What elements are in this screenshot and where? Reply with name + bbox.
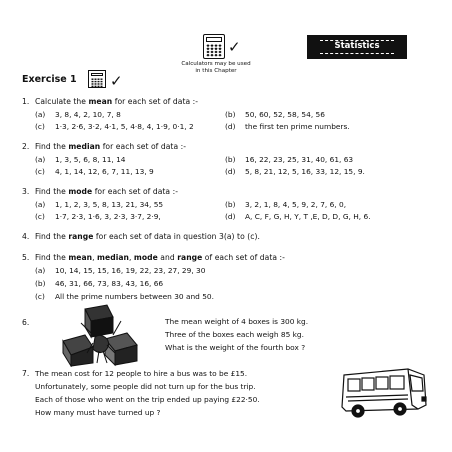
q6-number: 6. (22, 318, 30, 327)
q3-c-text: 1·7, 2·3, 1·6, 3, 2·3, 3·7, 2·9, (55, 212, 161, 221)
q4-number: 4. (22, 232, 30, 241)
exercise-title: Exercise 1 (22, 74, 77, 85)
q7-line1: The mean cost for 12 people to hire a bus was to be £15. (35, 369, 248, 378)
q6-line3: What is the weight of the fourth box ? (165, 343, 306, 352)
q3-number: 3. (22, 187, 30, 196)
q7-line2: Unfortunately, some people did not turn up for the bus trip. (35, 382, 256, 391)
q4-stem: Find the range for each set of data in question 3(a) to (c). (35, 232, 260, 241)
q3-d-label: (d) (225, 212, 236, 221)
q3-b-label: (b) (225, 200, 236, 209)
q1-b-text: 50, 60, 52, 58, 54, 56 (245, 110, 325, 119)
q5-number: 5. (22, 253, 30, 262)
q2-a-text: 1, 3, 5, 6, 8, 11, 14 (55, 155, 126, 164)
q1-a-text: 3, 8, 4, 2, 10, 7, 8 (55, 110, 121, 119)
q2-c-text: 4, 1, 14, 12, 6, 7, 11, 13, 9 (55, 167, 154, 176)
q3-d-text: A, C, F, G, H, Y, T ,E, D, D, G, H, 6. (245, 212, 371, 221)
q7-line4: How many must have turned up ? (35, 408, 161, 417)
q5-b-label: (b) (35, 279, 46, 288)
bus-illustration (338, 365, 430, 419)
boxes-worker-illustration (55, 303, 150, 367)
q2-b-text: 16, 22, 23, 25, 31, 40, 61, 63 (245, 155, 354, 164)
q3-b-text: 3, 2, 1, 8, 4, 5, 9, 2, 7, 6, 0, (245, 200, 347, 209)
q5-b-text: 46, 31, 66, 73, 83, 43, 16, 66 (55, 279, 164, 288)
chapter-title-banner (307, 35, 407, 59)
q3-c-label: (c) (35, 212, 45, 221)
q1-number: 1. (22, 97, 30, 106)
q1-c-label: (c) (35, 122, 45, 131)
q1-stem: Calculate the mean for each set of data :- (35, 97, 199, 106)
q5-stem: Find the mean, median, mode and range of each set of data :- (35, 253, 285, 262)
q1-b-label: (b) (225, 110, 236, 119)
calculator-icon (203, 34, 225, 59)
q1-c-text: 1·3, 2·6, 3·2, 4·1, 5, 4·8, 4, 1·9, 0·1, 2 (55, 122, 194, 131)
calculator-note-line1: Calculators may be used (181, 61, 251, 67)
calculator-note (170, 61, 262, 75)
q5-c-label: (c) (35, 292, 45, 301)
q3-a-text: 1, 1, 2, 3, 5, 8, 13, 21, 34, 55 (55, 200, 164, 209)
q5-c-text: All the prime numbers between 30 and 50. (55, 292, 214, 301)
q6-line2: Three of the boxes each weigh 85 kg. (165, 330, 304, 339)
q5-a-label: (a) (35, 266, 46, 275)
check-mark-icon: ✓ (228, 38, 241, 56)
q3-stem: Find the mode for each set of data :- (35, 187, 178, 196)
q2-d-label: (d) (225, 167, 236, 176)
q1-a-label: (a) (35, 110, 46, 119)
chapter-title: Statistics (334, 41, 380, 51)
q1-d-label: (d) (225, 122, 236, 131)
q2-c-label: (c) (35, 167, 45, 176)
small-calculator-icon (88, 70, 106, 88)
q2-number: 2. (22, 142, 30, 151)
q2-a-label: (a) (35, 155, 46, 164)
q2-b-label: (b) (225, 155, 236, 164)
q2-d-text: 5, 8, 21, 12, 5, 16, 33, 12, 15, 9. (245, 167, 365, 176)
small-check-mark-icon: ✓ (110, 72, 123, 90)
q7-number: 7. (22, 369, 30, 378)
calculator-note-line2: in this Chapter (195, 68, 237, 74)
q5-a-text: 10, 14, 15, 15, 16, 19, 22, 23, 27, 29, 30 (55, 266, 206, 275)
q3-a-label: (a) (35, 200, 46, 209)
q6-line1: The mean weight of 4 boxes is 300 kg. (165, 317, 309, 326)
q1-d-text: the first ten prime numbers. (245, 122, 350, 131)
q7-line3: Each of those who went on the trip ended up paying £22·50. (35, 395, 260, 404)
q2-stem: Find the median for each set of data :- (35, 142, 187, 151)
